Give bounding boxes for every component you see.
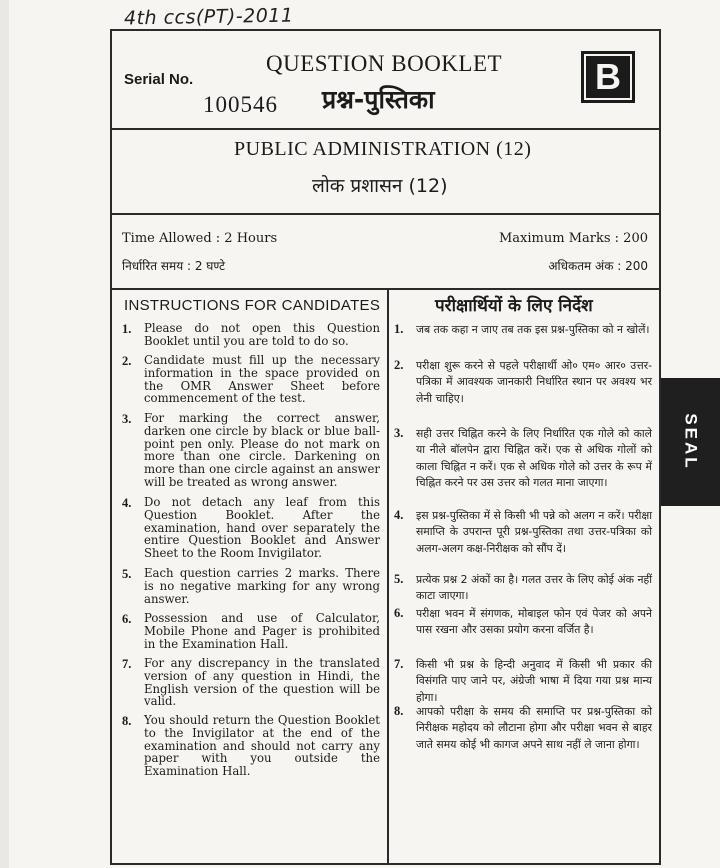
subject-title: PUBLIC ADMINISTRATION (12) [234, 138, 532, 160]
instruction-text: For any discrepancy in the translated version of any question in Hindi, the English version of the question will be valid. [144, 656, 380, 709]
instruction-text-hindi: जब तक कहा न जाए तब तक इस प्रश्न-पुस्तिका को न खोलें। [416, 323, 650, 336]
series-box [581, 51, 635, 103]
time-allowed: Time Allowed : 2 Hours [122, 231, 278, 246]
instructions-heading-hindi: परीक्षार्थियों के लिए निर्देश [435, 296, 593, 316]
seal-label: SEAL [681, 413, 701, 471]
instruction-number: 8. [394, 704, 404, 718]
serial-number: 100546 [203, 92, 278, 117]
seal-tab [661, 378, 720, 506]
header-divider [110, 128, 661, 130]
instruction-number: 3. [394, 426, 404, 440]
time-allowed-hindi: निर्धारित समय : 2 घण्टे [122, 259, 226, 273]
instruction-number: 1. [394, 322, 404, 336]
instruction-number: 3. [122, 412, 132, 426]
instruction-text: Each question carries 2 marks. There is no negative marking for any wrong answer. [144, 566, 380, 606]
instruction-text: Candidate must fill up the necessary information in the space provided on the OMR Answer Sheet before commencement of the test. [144, 353, 380, 406]
subject-title-hindi: लोक प्रशासन (12) [312, 175, 448, 197]
instruction-text: You should return the Question Booklet to the Invigilator at the end of the examination and should not carry any paper with you outside the Examination Hall. [144, 713, 380, 779]
instruction-number: 2. [122, 354, 132, 368]
instruction-text: Do not detach any leaf from this Question Booklet. After the examination, hand over separately the entire Question Booklet and Answer Sheet to the Room Invigilator. [144, 495, 380, 561]
instruction-text-hindi: आपको परीक्षा के समय की समाप्ति पर प्रश्न-पुस्तिका को निरीक्षक महोदय को लौटाना होगा और परीक्षा भवन से बाहर जाते समय कोई भी कागज अपने साथ नहीं ले जाना होगा। [416, 705, 652, 751]
instruction-number: 8. [122, 714, 132, 728]
instruction-text: For marking the correct answer, darken one circle by black or blue ball-point pen only. Please do not mark on more than one circle. Darkening on more than one circle against an answer will be treated as wrong answer. [144, 411, 380, 489]
instruction-number: 1. [122, 322, 132, 336]
binding-edge [0, 0, 9, 868]
instruction-text-hindi: सही उत्तर चिह्नित करने के लिए निर्धारित एक गोले को काले या नीले बॉलपेन द्वारा चिह्नित करें। एक से अधिक गोलों को काला चिह्नित न करें। एक से अधिक गोले को उत्तर के रूप में चिह्नित करने पर उस उत्तर को गलत माना जाएगा। [416, 427, 652, 490]
maximum-marks: Maximum Marks : 200 [499, 231, 648, 246]
instruction-number: 6. [394, 606, 404, 620]
booklet-title: QUESTION BOOKLET [266, 51, 503, 76]
instruction-text-hindi: किसी भी प्रश्न के हिन्दी अनुवाद में किसी भी प्रकार की विसंगति पाए जाने पर, अंग्रेजी भाषा में दिया गया प्रश्न मान्य होगा। [416, 658, 652, 704]
instruction-text: Possession and use of Calculator, Mobile Phone and Pager is prohibited in the Examination Hall. [144, 611, 380, 651]
instruction-text-hindi: परीक्षा शुरू करने से पहले परीक्षार्थी ओ० एम० आर० उत्तर-पत्रिका में आवश्यक जानकारी निर्धारित स्थान पर अवश्य भर लेनी चाहिए। [416, 359, 652, 405]
instruction-number: 6. [122, 612, 132, 626]
instruction-text-hindi: इस प्रश्न-पुस्तिका में से किसी भी पन्ने को अलग न करें। परीक्षा समाप्ति के उपरान्त पूरी प्रश्न-पुस्तिका तथा उत्तर-पत्रिका को अलग-अलग कक्ष-निरीक्षक को सौंप दें। [416, 509, 652, 555]
instruction-number: 7. [394, 657, 404, 671]
handwritten-note: 4th ccs(PT)-2011 [123, 4, 294, 30]
instruction-number: 4. [122, 496, 132, 510]
column-divider [387, 290, 389, 865]
instructions-divider [110, 288, 661, 290]
series-letter: B [586, 56, 630, 98]
instruction-text-hindi: परीक्षा भवन में संगणक, मोबाइल फोन एवं पेजर को अपने पास रखना और उसका प्रयोग करना वर्जित है। [416, 607, 652, 637]
instruction-text-hindi: प्रत्येक प्रश्न 2 अंकों का है। गलत उत्तर के लिए कोई अंक नहीं काटा जाएगा। [416, 573, 652, 603]
booklet-title-hindi: प्रश्न-पुस्तिका [322, 85, 435, 114]
instruction-number: 7. [122, 657, 132, 671]
instruction-number: 2. [394, 358, 404, 372]
serial-label: Serial No. [124, 71, 194, 88]
instruction-text: Please do not open this Question Booklet until you are told to do so. [144, 321, 380, 348]
subject-divider [110, 213, 661, 215]
maximum-marks-hindi: अधिकतम अंक : 200 [548, 259, 648, 273]
instructions-heading: INSTRUCTIONS FOR CANDIDATES [124, 297, 381, 314]
instruction-number: 5. [122, 567, 132, 581]
instruction-number: 5. [394, 572, 404, 586]
instruction-number: 4. [394, 508, 404, 522]
